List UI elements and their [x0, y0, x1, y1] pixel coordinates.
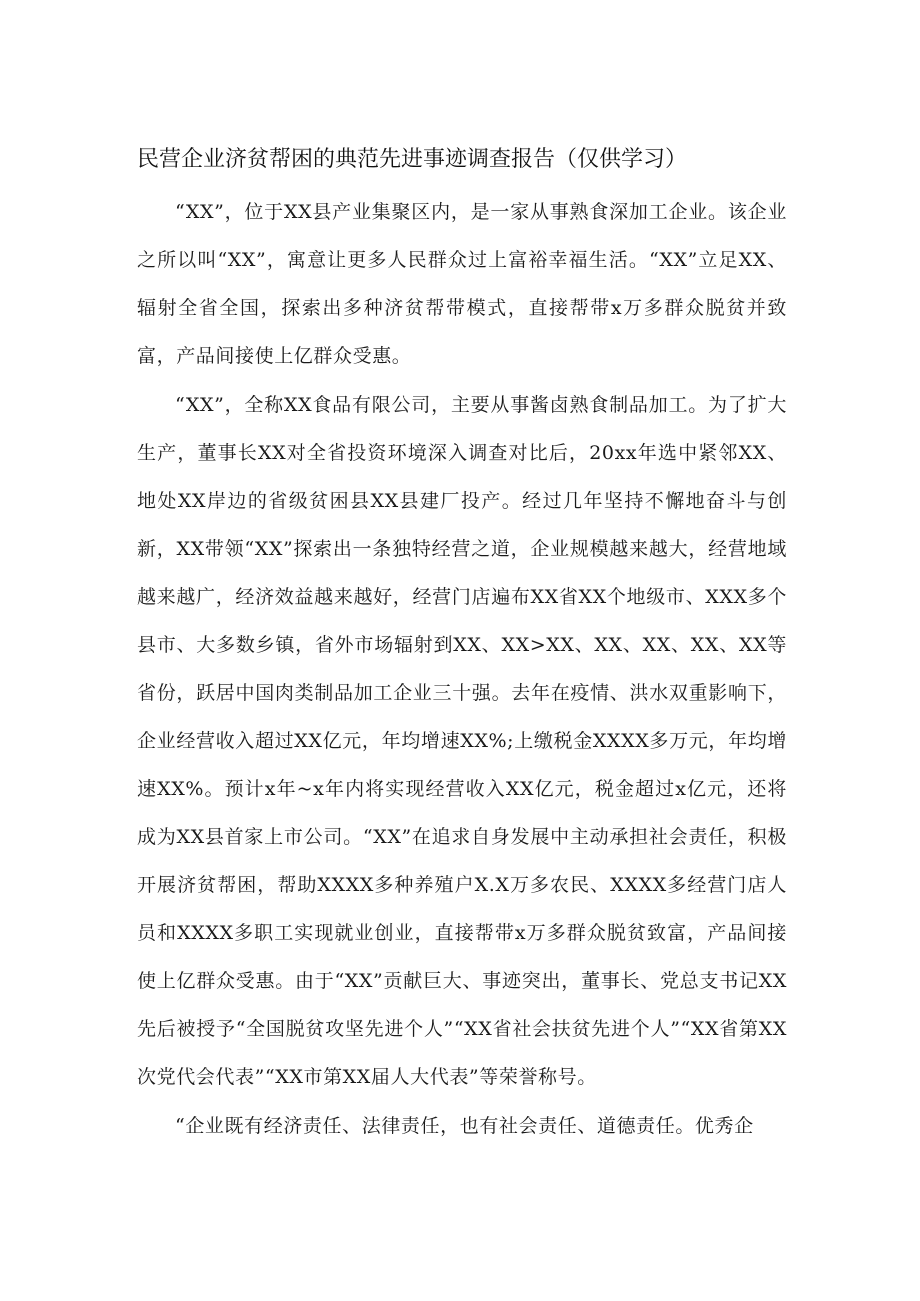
paragraph-3: “企业既有经济责任、法律责任，也有社会责任、道德责任。优秀企 [175, 1115, 754, 1137]
paragraph-2: “XX”，全称XX食品有限公司，主要从事酱卤熟食制品加工。为了扩大生产，董事长XX对全省投资环境深入调查对比后，20xx年选中紧邻XX、地处XX岸边的省级贫困县XX县建厂投产。经过几年坚持不懈地奋斗与创新，XX带领“XX”探索出一条独特经营之道，企业规模越来越大，经营地域越来越广，经济效益越来越好，经营门店遍布XX省XX个地级市、XXX多个县市、大多数乡镇，省外市场辐射到XX、XX>XX、XX、XX、XX、XX等省份，跃居中国肉类制品加工企业三十强。去年在疫情、洪水双重影响下，企业经营收入超过XX亿元，年均增速XX%;上缴税金XXXX多万元，年均增速XX%。预计x年~x年内将实现经营收入XX亿元，税金超过x亿元，还将成为XX县首家上市公司。“XX”在追求自身发展中主动承担社会责任，积极开展济贫帮困，帮助XXXX多种养殖户X.X万多农民、XXXX多经营门店人员和XXXX多职工实现就业创业，直接帮带x万多群众脱贫致富，产品间接使上亿群众受惠。由于“XX”贡献巨大、事迹突出，董事长、党总支书记XX先后被授予“全国脱贫攻坚先进个人”“XX省社会扶贫先进个人”“XX省第XX次党代会代表”“XX市第XX届人大代表”等荣誉称号。 [137, 394, 787, 1088]
paragraph-1: “XX”，位于XX县产业集聚区内，是一家从事熟食深加工企业。该企业之所以叫“XX”，寓意让更多人民群众过上富裕幸福生活。“XX”立足XX、辐射全省全国，探索出多种济贫帮带模式，直接帮带x万多群众脱贫并致富，产品间接使上亿群众受惠。 [137, 201, 787, 367]
document-title: 民营企业济贫帮困的典范先进事迹调查报告（仅供学习） [137, 147, 688, 172]
document-body [137, 188, 787, 1150]
